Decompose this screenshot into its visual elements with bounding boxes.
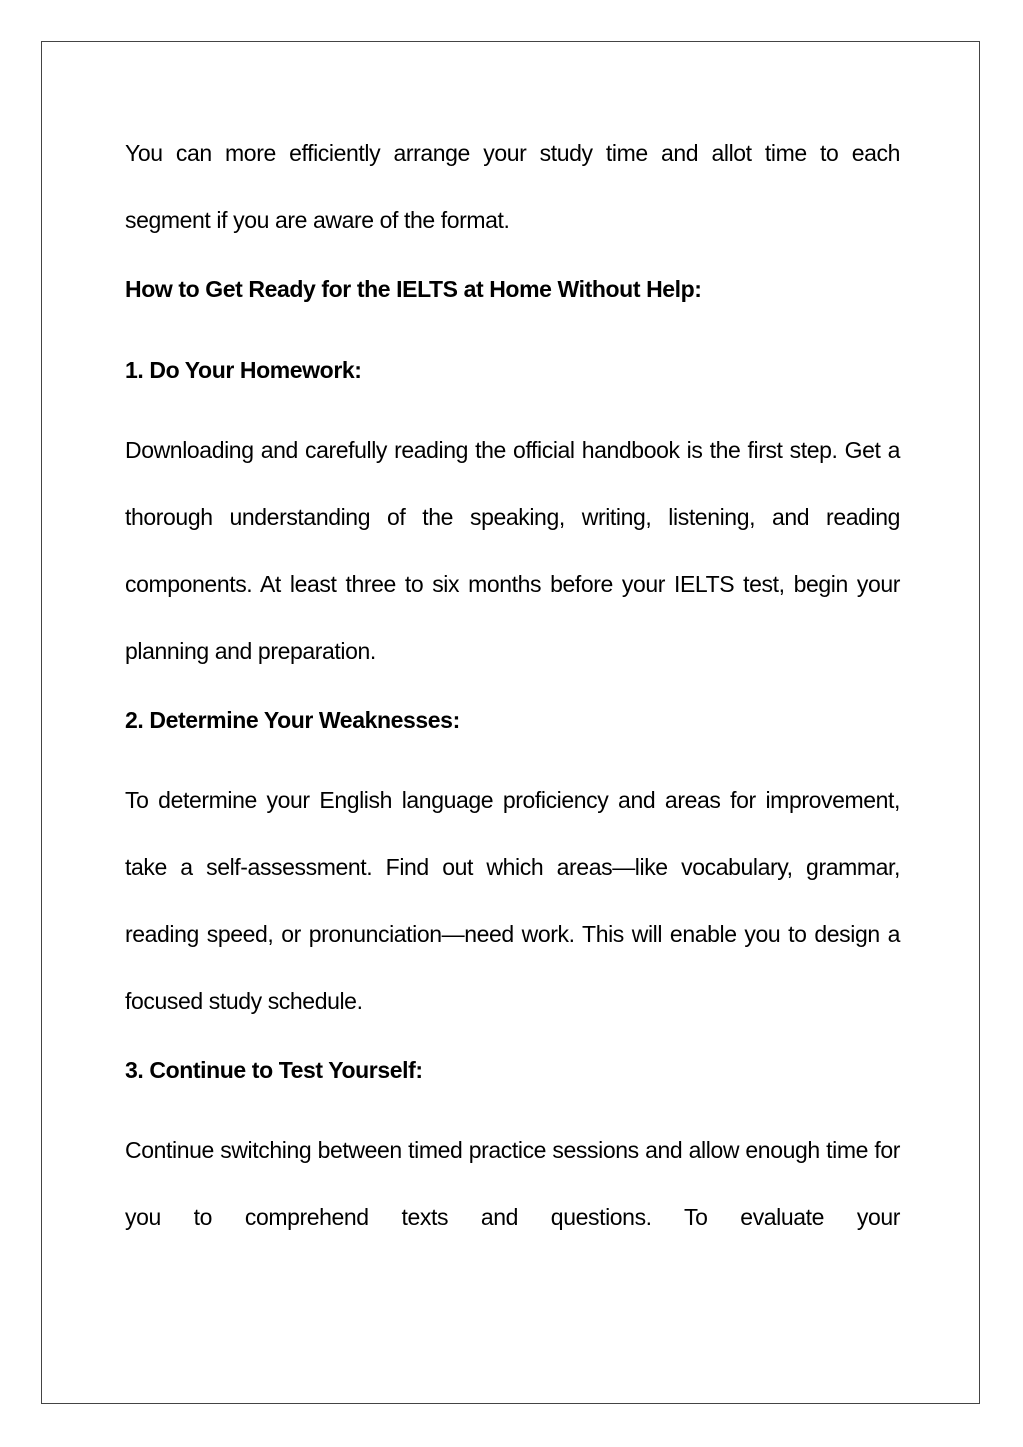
step-1-heading: 1. Do Your Homework:: [125, 357, 362, 383]
section-heading-main: How to Get Ready for the IELTS at Home Without Help:: [125, 276, 702, 302]
step-2-paragraph: To determine your English language proficiency and areas for improvement, take a self-assessment. Find out which areas—like vocabulary, grammar, reading speed, or pronunciation—need work. This will enable you to design a focused study schedule.: [125, 787, 900, 1014]
step-1-paragraph: Downloading and carefully reading the official handbook is the first step. Get a thorough understanding of the speaking, writing, listening, and reading components. At least three to six months before your IELTS test, begin your planning and preparation.: [125, 437, 900, 664]
page-frame: [41, 41, 980, 1404]
document-body: [125, 120, 900, 1264]
step-2-heading: 2. Determine Your Weaknesses:: [125, 707, 460, 733]
intro-paragraph: You can more efficiently arrange your study time and allot time to each segment if you are aware of the format.: [125, 140, 900, 233]
step-3-paragraph: Continue switching between timed practice sessions and allow enough time for you to comprehend texts and questions. To evaluate your: [125, 1137, 900, 1230]
step-3-heading: 3. Continue to Test Yourself:: [125, 1057, 423, 1083]
